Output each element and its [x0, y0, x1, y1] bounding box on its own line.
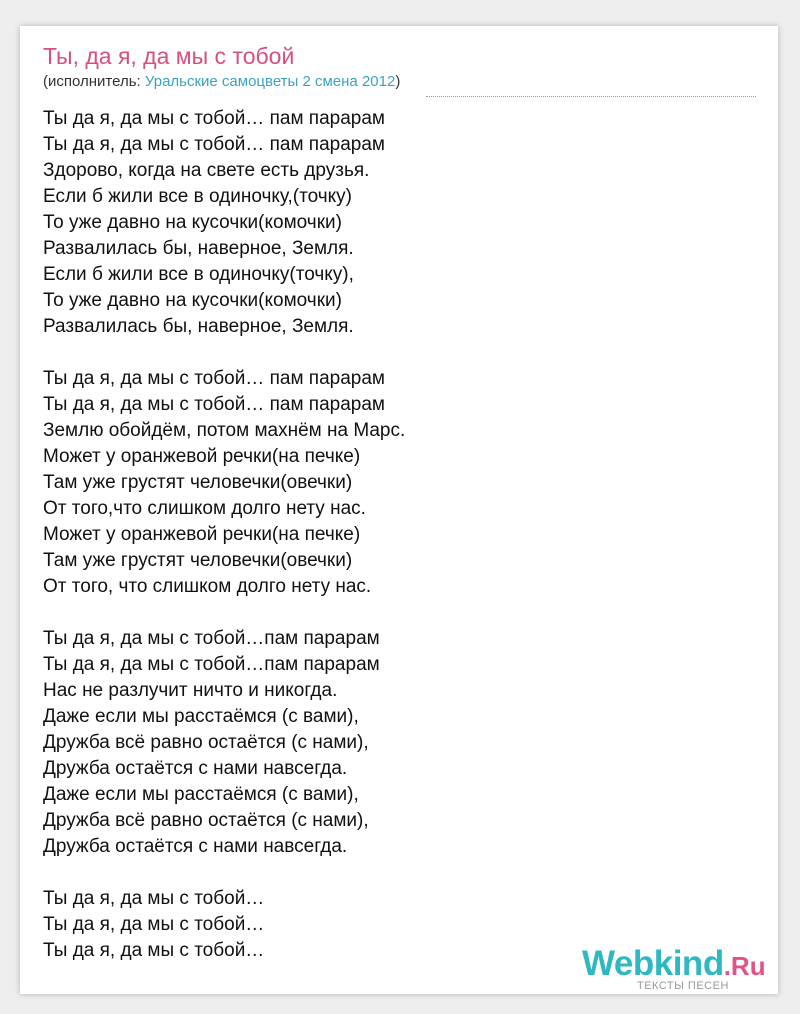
lyric-line: То уже давно на кусочки(комочки) [43, 290, 342, 311]
stanza-gap [43, 600, 405, 626]
lyric-line: Ты да я, да мы с тобой… [43, 940, 265, 961]
title-divider [426, 96, 756, 97]
lyric-line: Дружба всё равно остаётся (с нами), [43, 810, 369, 831]
lyric-line: Может у оранжевой речки(на печке) [43, 524, 361, 545]
lyric-line: Дружба всё равно остаётся (с нами), [43, 732, 369, 753]
stanza-gap [43, 340, 405, 366]
lyrics-card [20, 26, 778, 994]
song-title: Ты, да я, да мы с тобой [43, 43, 295, 69]
lyric-line: Там уже грустят человечки(овечки) [43, 550, 353, 571]
lyric-line: Там уже грустят человечки(овечки) [43, 472, 353, 493]
lyrics-text [43, 106, 405, 964]
lyric-line: Ты да я, да мы с тобой… пам парарам [43, 108, 385, 129]
lyric-line: Ты да я, да мы с тобой… пам парарам [43, 134, 385, 155]
logo-name: Webkind [582, 944, 724, 983]
lyric-line: Развалилась бы, наверное, Земля. [43, 316, 354, 337]
lyric-line: Даже если мы расстаёмся (с вами), [43, 784, 359, 805]
logo-tagline: ТЕКСТЫ ПЕСЕН [637, 980, 729, 992]
lyric-line: Ты да я, да мы с тобой… [43, 888, 265, 909]
stanza-gap [43, 860, 405, 886]
lyric-line: Если б жили все в одиночку,(точку) [43, 186, 353, 207]
logo-tld: .Ru [723, 951, 766, 981]
artist-link[interactable]: Уральские самоцветы 2 смена 2012 [144, 73, 396, 90]
lyric-line: От того,что слишком долго нету нас. [43, 498, 366, 519]
lyric-line: Даже если мы расстаёмся (с вами), [43, 706, 359, 727]
lyric-line: Ты да я, да мы с тобой… пам парарам [43, 368, 385, 389]
artist-prefix: (исполнитель: [43, 73, 145, 90]
artist-suffix: ) [395, 73, 401, 90]
lyric-line: Ты да я, да мы с тобой… пам парарам [43, 394, 385, 415]
lyric-line: Ты да я, да мы с тобой… [43, 914, 265, 935]
lyric-line: Дружба остаётся с нами навсегда. [43, 758, 348, 779]
lyric-line: Дружба остаётся с нами навсегда. [43, 836, 348, 857]
lyric-line: Развалилась бы, наверное, Земля. [43, 238, 354, 259]
artist-byline [43, 73, 400, 90]
webkind-logo [582, 944, 766, 992]
lyric-line: Нас не разлучит ничто и никогда. [43, 680, 338, 701]
lyric-line: Землю обойдём, потом махнём на Марс. [43, 420, 406, 441]
lyric-line: Ты да я, да мы с тобой…пам парарам [43, 628, 380, 649]
lyric-line: От того, что слишком долго нету нас. [43, 576, 372, 597]
lyric-line: То уже давно на кусочки(комочки) [43, 212, 342, 233]
lyric-line: Здорово, когда на свете есть друзья. [43, 160, 370, 181]
lyric-line: Ты да я, да мы с тобой…пам парарам [43, 654, 380, 675]
lyric-line: Если б жили все в одиночку(точку), [43, 264, 354, 285]
lyric-line: Может у оранжевой речки(на печке) [43, 446, 361, 467]
